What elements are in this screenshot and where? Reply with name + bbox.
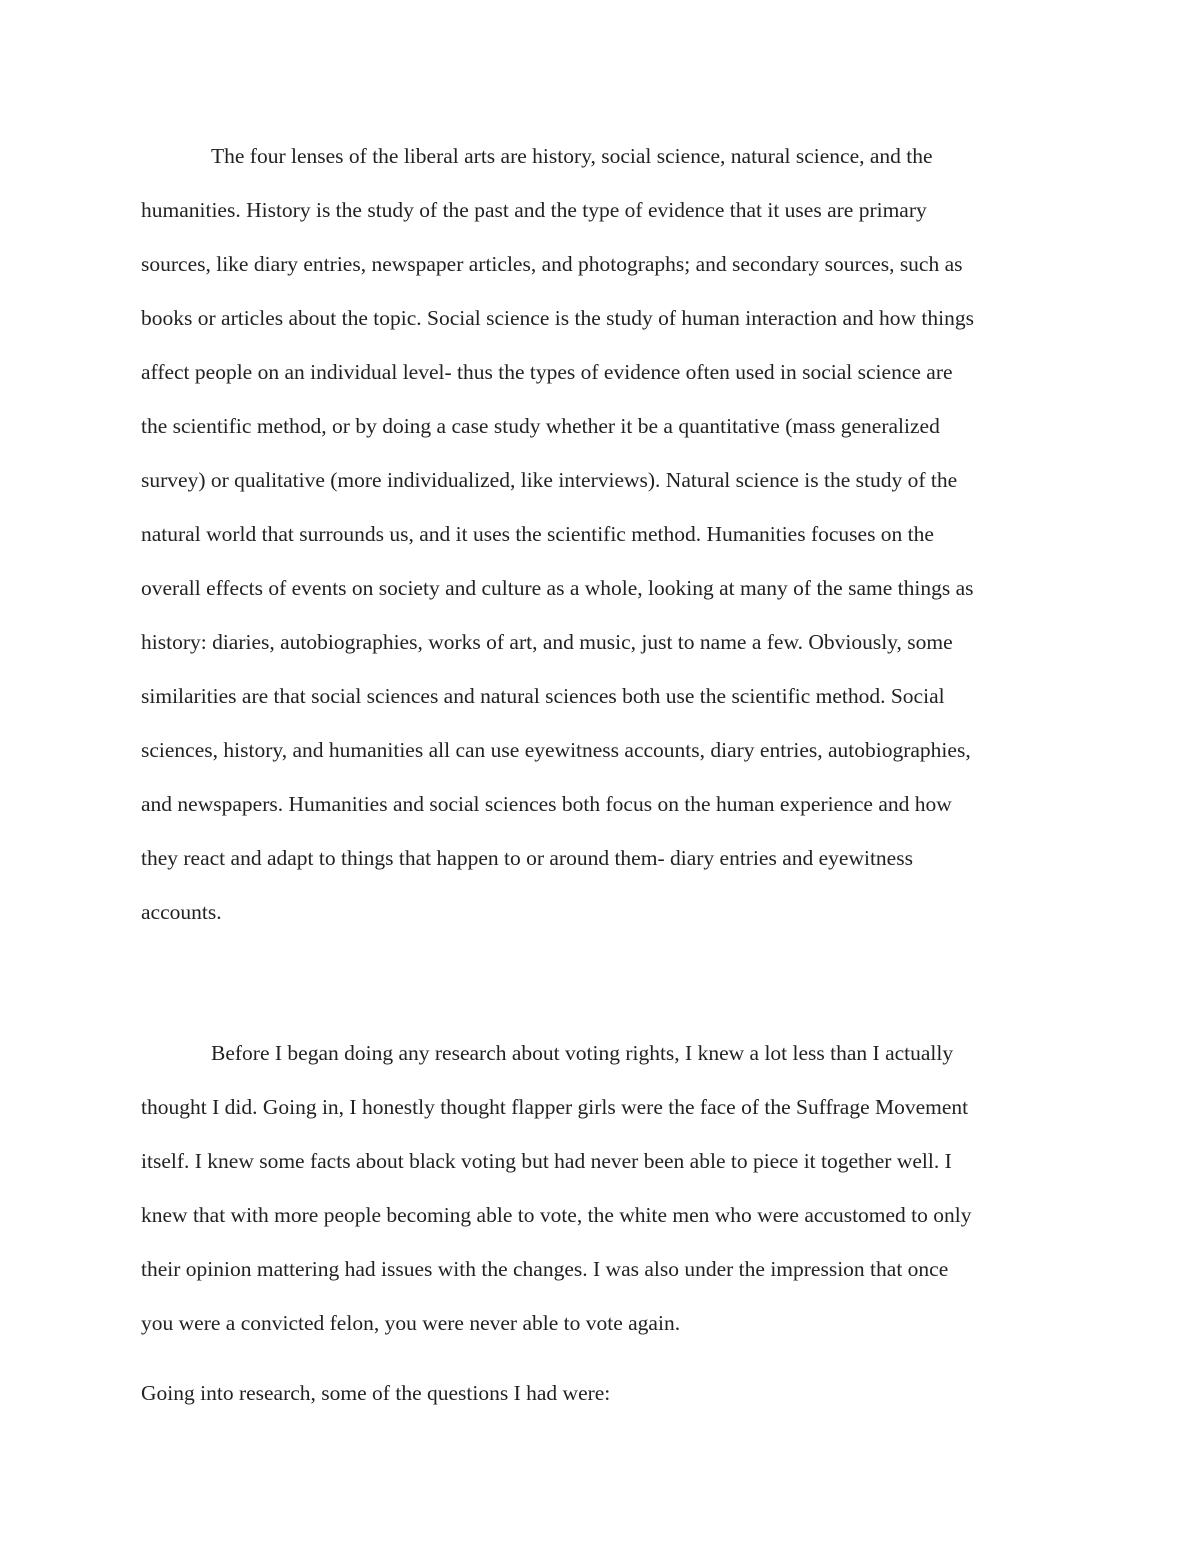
text-line: sciences, history, and humanities all can use eyewitness accounts, diary entries, autobiographies, [141, 738, 971, 762]
text-line: survey) or qualitative (more individualized, like interviews). Natural science is the study of the [141, 468, 958, 492]
text-line: history: diaries, autobiographies, works of art, and music, just to name a few. Obviously, some [141, 630, 953, 654]
text-line: knew that with more people becoming able to vote, the white men who were accustomed to only [141, 1203, 972, 1227]
text-line: The four lenses of the liberal arts are history, social science, natural science, and the [211, 144, 933, 168]
text-line: itself. I knew some facts about black voting but had never been able to piece it together well. I [141, 1149, 952, 1173]
text-line: accounts. [141, 900, 222, 924]
text-line: the scientific method, or by doing a case study whether it be a quantitative (mass generalized [141, 414, 940, 438]
text-line: they react and adapt to things that happen to or around them- diary entries and eyewitness [141, 846, 913, 870]
text-line: sources, like diary entries, newspaper articles, and photographs; and secondary sources, such as [141, 252, 963, 276]
text-line: Before I began doing any research about voting rights, I knew a lot less than I actually [211, 1041, 954, 1065]
text-line: their opinion mattering had issues with the changes. I was also under the impression that once [141, 1257, 949, 1281]
text-line: and newspapers. Humanities and social sciences both focus on the human experience and how [141, 792, 952, 816]
text-line: humanities. History is the study of the past and the type of evidence that it uses are primary [141, 198, 927, 222]
text-line: affect people on an individual level- thus the types of evidence often used in social science are [141, 360, 953, 384]
text-line: natural world that surrounds us, and it uses the scientific method. Humanities focuses on the [141, 522, 934, 546]
text-line: you were a convicted felon, you were never able to vote again. [141, 1311, 681, 1335]
research-questions-intro: Going into research, some of the questions I had were: [141, 1381, 611, 1405]
text-line: books or articles about the topic. Social science is the study of human interaction and how things [141, 306, 974, 330]
text-line: thought I did. Going in, I honestly thought flapper girls were the face of the Suffrage Movement [141, 1095, 969, 1119]
text-line: overall effects of events on society and culture as a whole, looking at many of the same things as [141, 576, 974, 600]
text-line: similarities are that social sciences and natural sciences both use the scientific method. Social [141, 684, 945, 708]
